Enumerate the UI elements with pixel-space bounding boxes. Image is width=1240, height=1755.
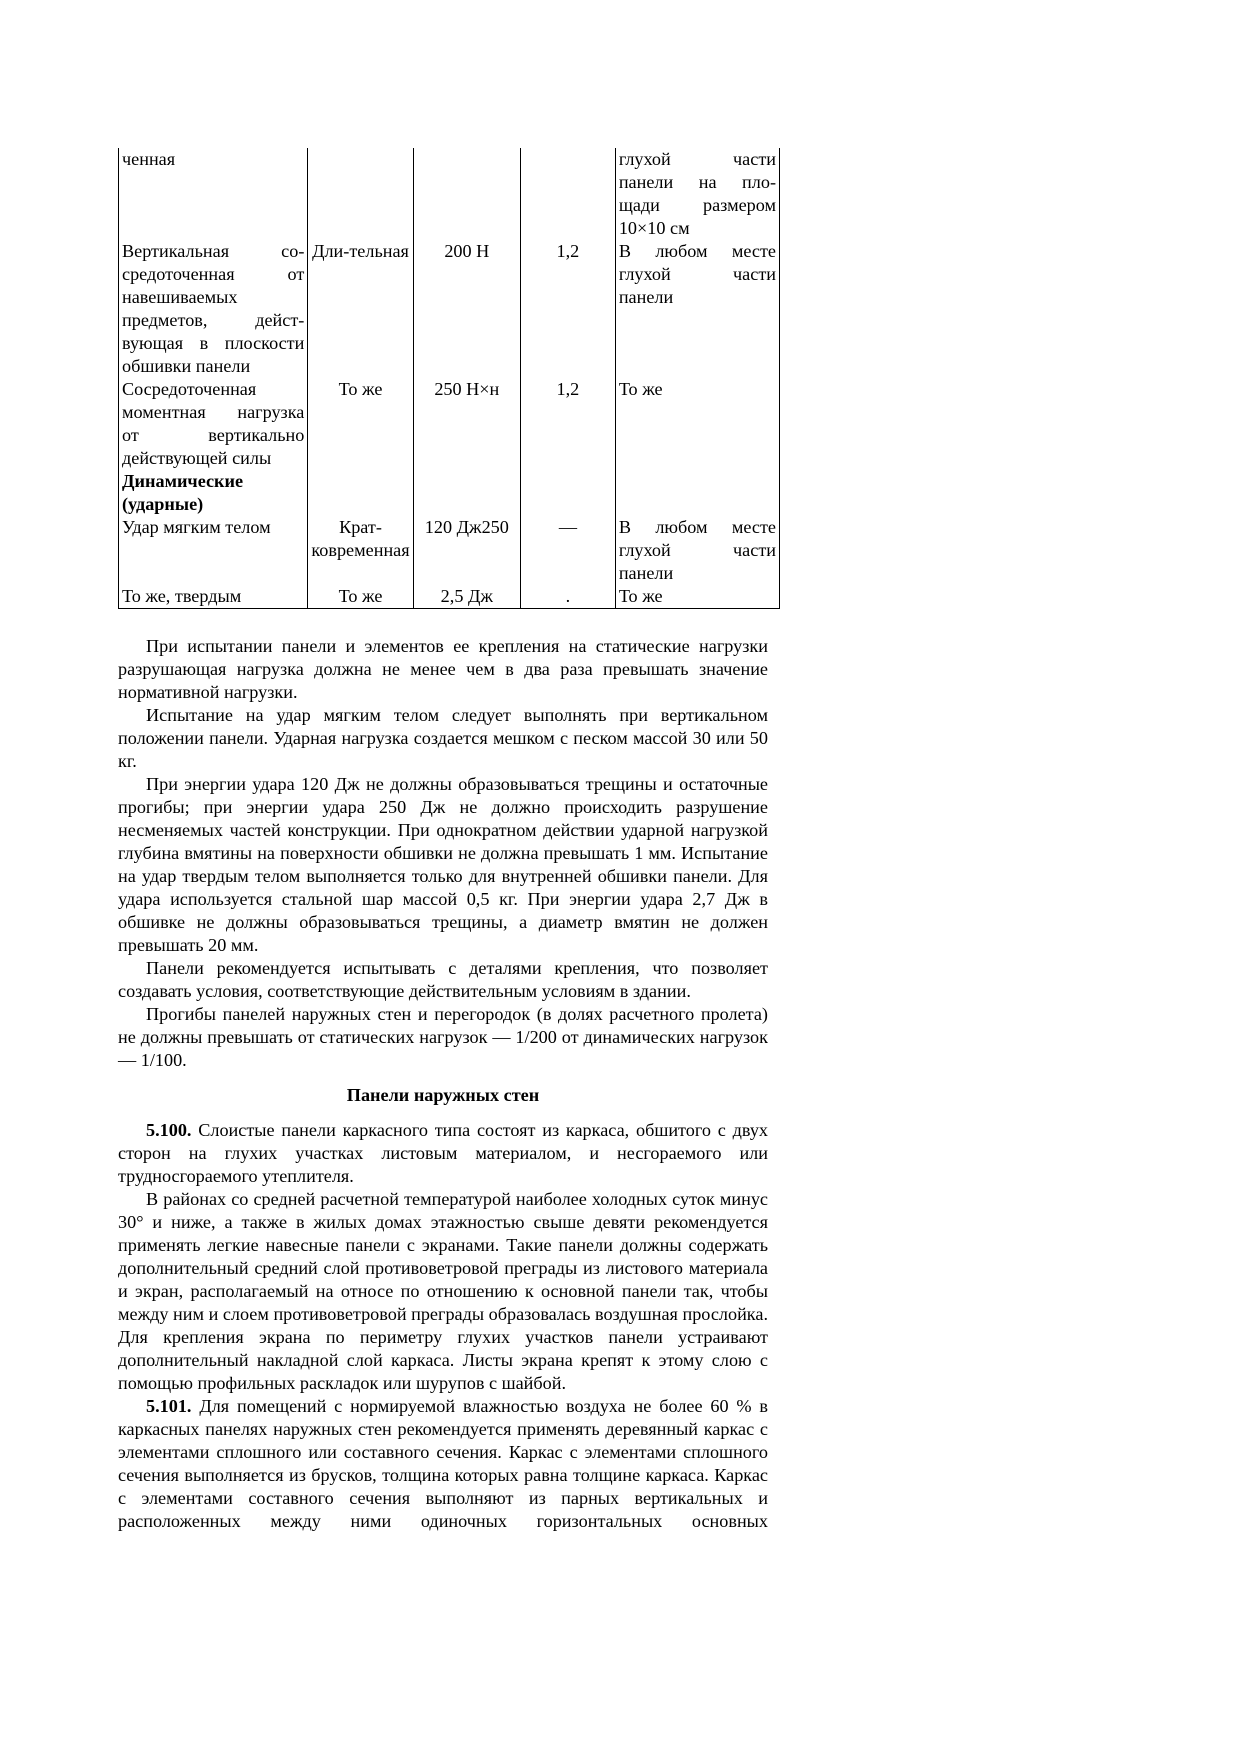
table-cell-c3 <box>413 470 520 516</box>
paragraph: В районах со средней расчетной температурой наиболее холодных суток минус 30° и ниже, а также в жилых домах этажностью свыше девяти рекомендуется применять легкие навесные панели с экранами. Такие панели должны содержать дополнительный средний слой противоветровой преграды из листового материала и экран, располагаемый на относе по отношению к основной панели так, чтобы между ним и слоем противоветровой преграды образовалась воздушная прослойка. Для крепления экрана по периметру глухих участков панели устраивают дополнительный накладной слой каркаса. Листы экрана крепят к этому слою с помощью профильных раскладок или шурупов с шайбой. <box>118 1189 768 1393</box>
clause-number: 5.100. <box>146 1120 192 1140</box>
table-cell-c3 <box>413 516 520 585</box>
paragraph-5-101 <box>118 1395 768 1533</box>
cell-line: (ударные) <box>122 494 204 514</box>
table-cell-c2 <box>308 516 413 585</box>
table-row <box>119 240 780 378</box>
paragraph: Панели рекомендуется испытывать с деталями крепления, что позволяет создавать условия, соответствующие действительным условиям в здании. <box>118 958 768 1001</box>
table-cell-c4 <box>521 585 616 609</box>
table-row <box>119 378 780 470</box>
cell-line: Дли- <box>312 241 350 261</box>
table-cell-c1 <box>119 240 308 378</box>
cell-line: средоточенная от <box>122 264 305 284</box>
cell-line: 1,2 <box>556 241 580 261</box>
table-cell-c2 <box>308 240 413 378</box>
cell-line: тельная <box>349 241 409 261</box>
cell-line: 10×10 см <box>618 218 690 238</box>
table-cell-c5 <box>615 516 779 585</box>
table-cell-c5 <box>615 240 779 378</box>
table-cell-c4 <box>521 148 616 240</box>
table-cell-c1 <box>119 470 308 516</box>
cell-line: глухой части <box>618 149 776 169</box>
cell-line: вующая в плоскости <box>122 333 305 353</box>
cell-line: . <box>565 586 571 606</box>
table-cell-c3 <box>413 585 520 609</box>
cell-line: моментная нагрузка <box>122 402 305 422</box>
cell-line: То же <box>618 379 663 399</box>
table-cell-c2 <box>308 470 413 516</box>
table-cell-c1 <box>119 378 308 470</box>
loads-table <box>118 148 780 609</box>
clause-text: Слоистые панели каркасного типа состоят из каркаса, обшитого с двух сторон на глухих участках листовым материалом, и несгораемого или трудносгораемого утеплителя. <box>118 1120 769 1186</box>
table-cell-c3 <box>413 148 520 240</box>
table-cell-c2 <box>308 378 413 470</box>
table-row <box>119 148 780 240</box>
paragraph: При испытании панели и элементов ее крепления на статические нагрузки разрушающая нагрузка должна не менее чем в два раза превышать значение нормативной нагрузки. <box>118 636 768 702</box>
cell-line: глухой части <box>618 264 776 284</box>
cell-line: предметов, дейст- <box>122 310 305 330</box>
table-row <box>119 470 780 516</box>
cell-line: ковремен <box>311 540 384 560</box>
cell-line: 120 Дж <box>424 517 482 537</box>
cell-line: навешиваемых <box>122 287 238 307</box>
cell-line: 1,2 <box>556 379 580 399</box>
section-heading: Панели наружных стен <box>346 1085 540 1105</box>
table-cell-c4 <box>521 240 616 378</box>
paragraph: Прогибы панелей наружных стен и перегородок (в долях расчетного пролета) не должны превышать от статических нагрузок — 1/200 от динамических нагрузок — 1/100. <box>118 1004 768 1070</box>
table-cell-c4 <box>521 516 616 585</box>
cell-line: панели <box>618 563 674 583</box>
loads-table-body <box>119 148 780 609</box>
table-cell-c5 <box>615 585 779 609</box>
table-cell-c3 <box>413 378 520 470</box>
cell-line: ченная <box>122 149 176 169</box>
cell-line: обшивки панели <box>122 356 251 376</box>
cell-line: Сосредоточенная <box>122 379 257 399</box>
table-row <box>119 516 780 585</box>
table-cell-c5 <box>615 470 779 516</box>
table-cell-c3 <box>413 240 520 378</box>
cell-line: То же <box>338 379 383 399</box>
cell-line: Крат- <box>339 517 382 537</box>
cell-line: ная <box>383 540 410 560</box>
cell-line: действующей силы <box>122 448 272 468</box>
paragraph: При энергии удара 120 Дж не должны образовываться трещины и остаточные прогибы; при энергии удара 250 Дж не должно происходить разрушение несменяемых частей конструкции. При однократном действии ударной нагрузкой глубина вмятины на поверхности обшивки не должна превышать 1 мм. Испытание на удар твердым телом выполняется только для внутренней обшивки панели. Для удара используется стальной шар массой 0,5 кг. При энергии удара 2,7 Дж в обшивке не должны образовываться трещины, а диаметр вмятин не должен превышать 20 мм. <box>118 774 768 955</box>
cell-line: В любом месте <box>618 517 776 537</box>
cell-line: Вертикальная со- <box>122 241 305 261</box>
cell-line: В любом месте <box>618 241 776 261</box>
cell-line: То же <box>618 586 663 606</box>
cell-line: 250 <box>481 517 509 537</box>
cell-line: глухой части <box>618 540 776 560</box>
table-cell-c1 <box>119 516 308 585</box>
table-cell-c5 <box>615 378 779 470</box>
table-cell-c2 <box>308 585 413 609</box>
cell-line: Удар мягким телом <box>122 517 271 537</box>
cell-line: 2,5 Дж <box>440 586 493 606</box>
table-cell-c4 <box>521 378 616 470</box>
table-row <box>119 585 780 609</box>
body-text <box>118 635 768 1533</box>
cell-line: 200 Н <box>444 241 490 261</box>
cell-line: панели <box>618 287 674 307</box>
cell-line: 250 Н×н <box>434 379 500 399</box>
cell-line: То же <box>338 586 383 606</box>
table-cell-c2 <box>308 148 413 240</box>
cell-line: — <box>558 517 577 537</box>
clause-number: 5.101. <box>146 1396 192 1416</box>
cell-line: То же, твердым <box>122 586 242 606</box>
table-cell-c5 <box>615 148 779 240</box>
paragraph-5-100 <box>118 1119 768 1188</box>
cell-line: от вертикально <box>122 425 305 445</box>
table-cell-c1 <box>119 148 308 240</box>
cell-line: щади размером <box>618 195 776 215</box>
paragraph: Испытание на удар мягким телом следует выполнять при вертикальном положении панели. Ударная нагрузка создается мешком с песком массой 30 или 50 кг. <box>118 705 768 771</box>
table-cell-c1 <box>119 585 308 609</box>
table-cell-c4 <box>521 470 616 516</box>
cell-line: Динамические <box>122 471 244 491</box>
cell-line: панели на пло- <box>618 172 776 192</box>
clause-text: Для помещений с нормируемой влажностью воздуха не более 60 % в каркасных панелях наружных стен рекомендуется применять деревянный каркас с элементами сплошного или составного сечения. Каркас с элементами сплошного сечения выполняется из брусков, толщина которых равна толщине каркаса. Каркас с элементами составного сечения выполняют из парных вертикальных и расположенных между ними одиночных горизонтальных основных <box>118 1396 768 1531</box>
